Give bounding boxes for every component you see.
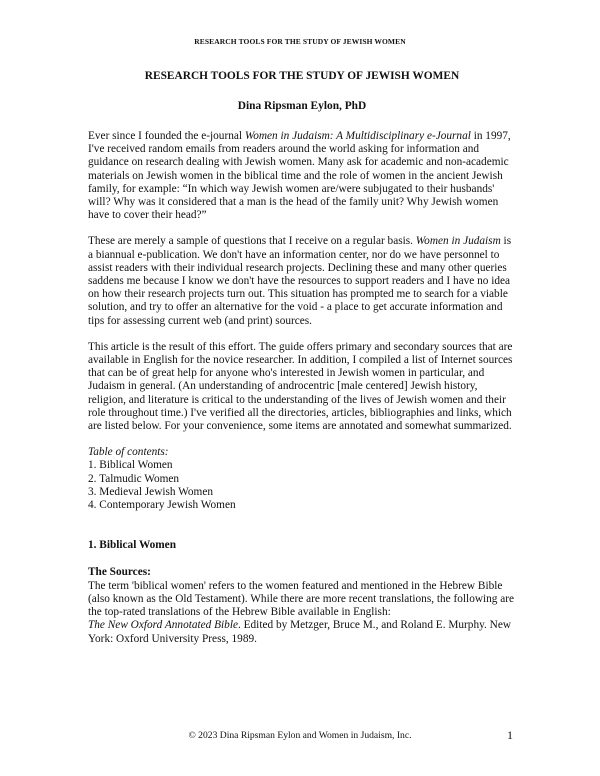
toc-item-biblical: 1. Biblical Women — [88, 459, 173, 472]
bible-citation-text: . Edited by Metzger, Bruce M., and Roland E. Murphy. New York: Oxford University Press, 1989. — [88, 619, 512, 645]
bible-title: The New Oxford Annotated Bible — [88, 619, 238, 632]
copyright-footer: © 2023 Dina Ripsman Eylon and Women in Judaism, Inc. — [188, 730, 412, 741]
journal-title-short: Women in Judaism — [415, 235, 501, 248]
paragraph-sources: The term 'biblical women' refers to the women featured and mentioned in the Hebrew Bible (also known as the Old Testament). While there are more recent translations, the following are the top-rated translations of the Hebrew Bible available in English: — [88, 579, 515, 619]
toc-item-medieval: 3. Medieval Jewish Women — [88, 485, 214, 498]
paragraph-questions-text-b: is a biannual e-publication. We don't have an information center, nor do we have personnel to assist readers with their individual research projects. Declining these and many other queries saddens me because I know we don't have the resources to support readers and I have no idea on how their research projects turn out. This situation has prompted me to search for a viable solution, and try to offer an alternative for the void - a place to get accurate information and tips for assessing current web (and print) sources. — [88, 235, 512, 327]
article-author: Dina Ripsman Eylon, PhD — [237, 100, 367, 112]
article-title: RESEARCH TOOLS FOR THE STUDY OF JEWISH WOMEN — [144, 70, 460, 82]
paragraph-questions-text-a: These are merely a sample of questions that I receive on a regular basis. — [88, 235, 416, 248]
section-heading-biblical: 1. Biblical Women — [88, 539, 176, 552]
bible-citation — [88, 619, 516, 645]
paragraph-intro-text-a: Ever since I founded the e-journal — [88, 130, 245, 142]
running-header: RESEARCH TOOLS FOR THE STUDY OF JEWISH WOMEN — [194, 37, 406, 46]
paragraph-intro-text-b: in 1997, I've received random emails from readers around the world asking for information and guidance on research dealing with Jewish women. Many ask for academic and non-academic materials on Jewish women in the biblical time and the role of women in the ancient Jewish family, for example: “In which way Jewish women are/were subjugated to their husbands' will? Why was it considered that a man is the head of the family unit? Why Jewish women have to cover their head?” — [88, 130, 511, 222]
table-of-contents — [88, 446, 516, 512]
paragraph-questions — [88, 235, 516, 327]
toc-item-contemporary: 4. Contemporary Jewish Women — [88, 499, 236, 512]
paragraph-guide: This article is the result of this effort. The guide offers primary and secondary sources that are available in English for the novice researcher. In addition, I compiled a list of Internet sources that can be of great help for anyone who's interested in Jewish women in particular, and Judaism in general. (An understanding of androcentric [male centered] Jewish history, religion, and literature is critical to the understanding of the lives of Jewish women and their role throughout time.) I've verified all the directories, articles, bibliographies and links, which are listed below. For your convenience, some items are annotated and somewhat summarized. — [88, 340, 513, 433]
paragraph-intro — [88, 130, 516, 222]
toc-title: Table of contents: — [88, 446, 169, 459]
sources-heading: The Sources: — [88, 566, 151, 579]
page-number: 1 — [507, 728, 513, 742]
journal-title: Women in Judaism: A Multidisciplinary e-Journal — [244, 130, 471, 142]
article-body — [88, 70, 516, 646]
toc-item-talmudic: 2. Talmudic Women — [88, 472, 180, 485]
